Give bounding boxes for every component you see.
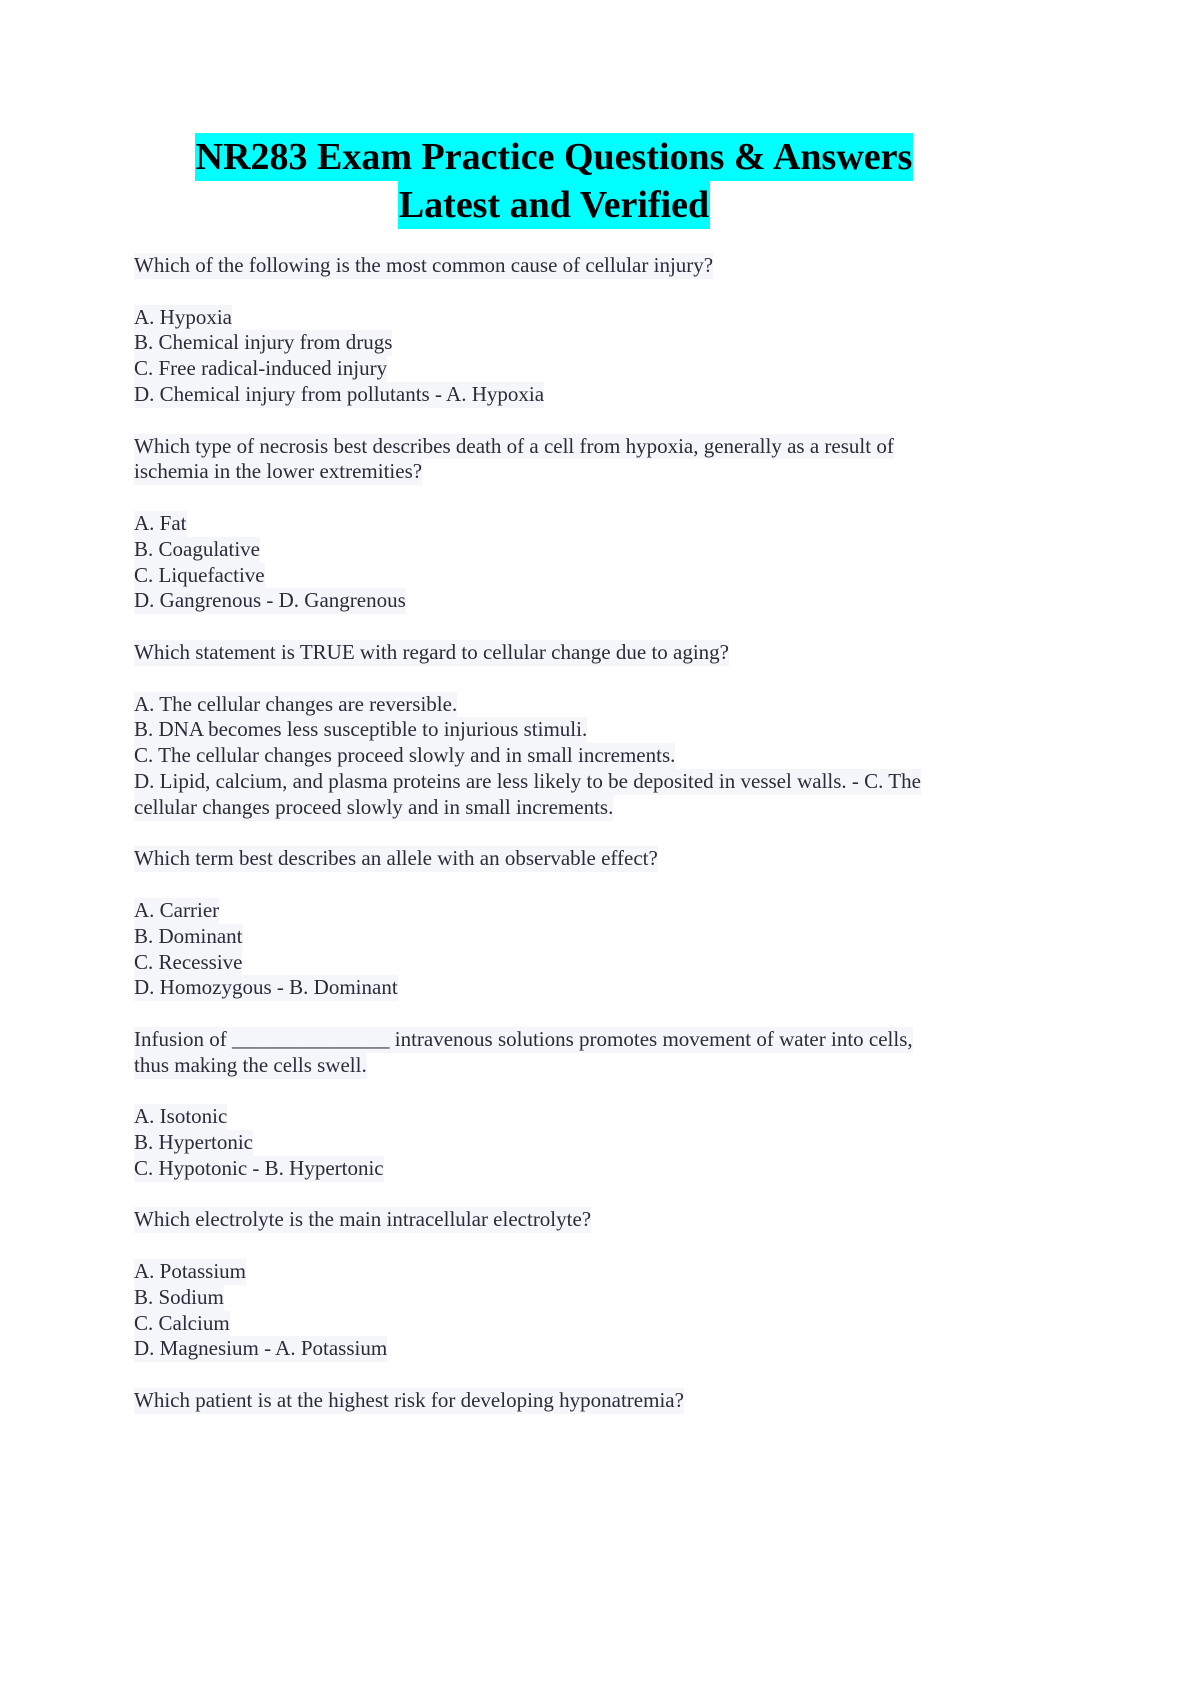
answer-option: A. Carrier	[134, 897, 220, 922]
question-text: ischemia in the lower extremities?	[134, 459, 423, 484]
answer-option: B. Coagulative	[134, 536, 260, 561]
title-line-1: NR283 Exam Practice Questions & Answers	[195, 133, 914, 181]
question-text: Which of the following is the most common cause of cellular injury?	[134, 253, 714, 277]
answer-option: cellular changes proceed slowly and in small increments.	[134, 794, 614, 819]
question-text: Which patient is at the highest risk for developing hyponatremia?	[134, 1388, 684, 1413]
answer-option: C. Recessive	[134, 949, 243, 974]
answer-option: C. Hypotonic - B. Hypertonic	[134, 1155, 384, 1180]
question-block	[134, 253, 1034, 408]
question-block	[134, 640, 1034, 821]
answer-option: C. Calcium	[134, 1310, 230, 1335]
title-line-2: Latest and Verified	[398, 181, 710, 229]
answer-option: B. Sodium	[134, 1284, 224, 1309]
answer-option: D. Chemical injury from pollutants - A. Hypoxia	[134, 381, 545, 406]
answer-option: A. The cellular changes are reversible.	[134, 691, 458, 716]
question-block	[134, 1388, 1034, 1414]
answer-option: A. Fat	[134, 510, 187, 535]
question-text: Which electrolyte is the main intracellular electrolyte?	[134, 1207, 592, 1232]
question-text: Which term best describes an allele with an observable effect?	[134, 846, 658, 871]
answer-option: D. Lipid, calcium, and plasma proteins are less likely to be deposited in vessel walls. - C. The	[134, 768, 921, 793]
answer-option: B. Dominant	[134, 923, 243, 948]
question-block	[134, 1027, 1034, 1182]
answer-option: B. Hypertonic	[134, 1130, 253, 1155]
document-title	[134, 133, 974, 229]
answer-option: B. Chemical injury from drugs	[134, 330, 393, 355]
question-list	[134, 253, 1034, 1414]
answer-option: C. The cellular changes proceed slowly and in small increments.	[134, 743, 676, 768]
question-text: Which statement is TRUE with regard to cellular change due to aging?	[134, 639, 730, 664]
answer-option: D. Gangrenous - D. Gangrenous	[134, 588, 406, 613]
answer-option: C. Liquefactive	[134, 562, 265, 587]
question-text: Which type of necrosis best describes death of a cell from hypoxia, generally as a result of	[134, 433, 894, 458]
answer-option: D. Homozygous - B. Dominant	[134, 975, 398, 1000]
question-block	[134, 434, 1034, 615]
answer-option: B. DNA becomes less susceptible to injurious stimuli.	[134, 717, 588, 742]
question-text: thus making the cells swell.	[134, 1052, 367, 1077]
answer-option: A. Hypoxia	[134, 304, 232, 329]
question-block	[134, 846, 1034, 1001]
question-text: Infusion of _______________ intravenous solutions promotes movement of water into cells,	[134, 1026, 913, 1051]
question-block	[134, 1207, 1034, 1362]
answer-option: A. Isotonic	[134, 1104, 228, 1129]
answer-option: D. Magnesium - A. Potassium	[134, 1336, 388, 1361]
answer-option: A. Potassium	[134, 1259, 247, 1284]
answer-option: C. Free radical-induced injury	[134, 356, 388, 381]
